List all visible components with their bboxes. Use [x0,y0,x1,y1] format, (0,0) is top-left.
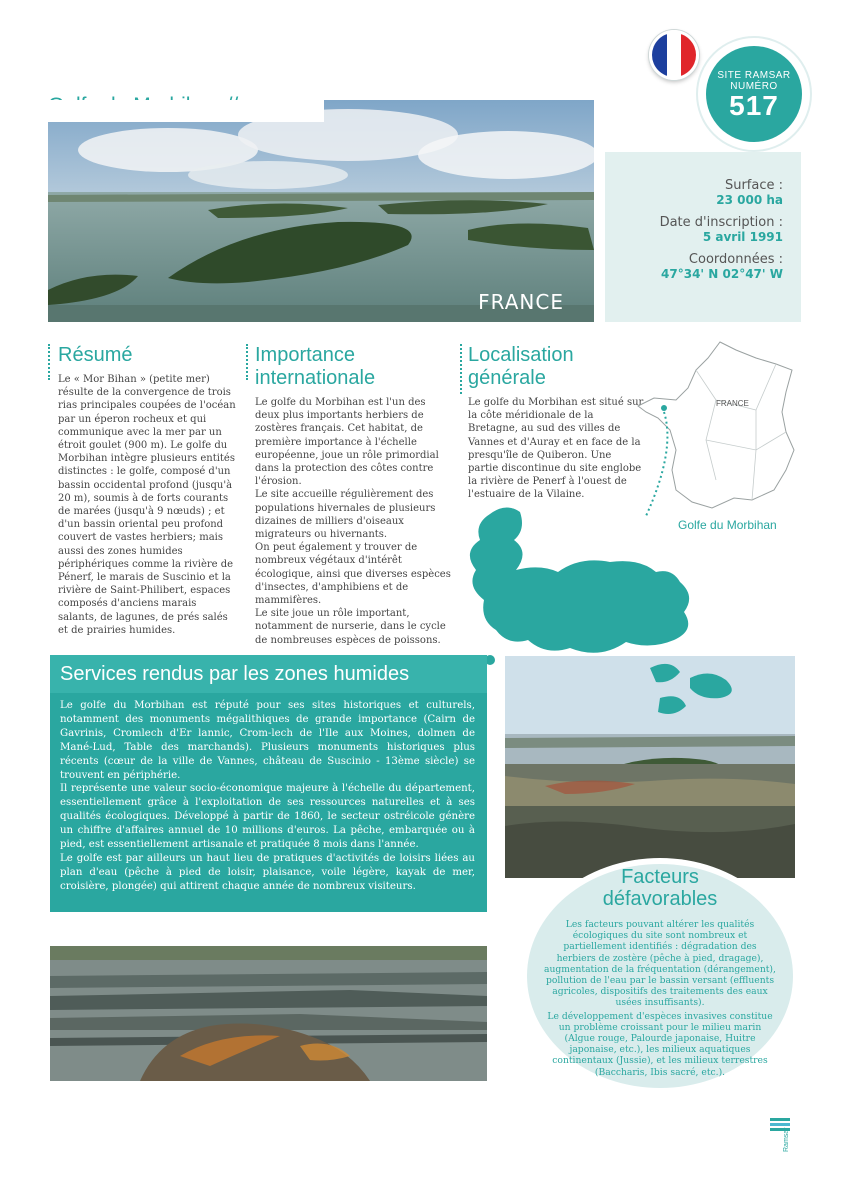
importance-title-2: internationale [255,367,376,389]
services-p1: Le golfe du Morbihan est réputé pour ses sites historiques et culturels, notamment des monuments mégalithiques de grande importance (Cairn de Gavrinis, Cromlech d'Er lannic, Crom-lech de l'Ile aux Moines, dolmen de Mané-Lud, Table des marchands). Plusieurs monuments historiques plus récents (cœur de la ville de Vannes, château de Suscinio - 13ème siècle) se trouvent en périphérie. [60,700,475,781]
ramsar-logo [768,1118,792,1154]
resume-title: Résumé [58,344,133,366]
localisation-text: Le golfe du Morbihan est situé sur la côte méridionale de la Bretagne, au sud des villes de Vannes et d'Auray et en face de la presqu'île de Quiberon. Une partie discontinue du site englobe la rivière de Penerf à l'ouest de l'estuaire de la Vilaine. [468,397,644,501]
oyster-beds-photo [50,926,487,1081]
importance-divider [246,344,248,380]
country-label: FRANCE [478,290,564,314]
gulf-islands-shape [640,658,750,728]
map-country-label: FRANCE [716,399,749,408]
services-p2: Il représente une valeur socio-économique majeure à l'échelle du département, essentiellement grâce à l'exploitation de ses ressources naturelles et à ses qualités écologiques. Développé à partir de 1860, le secteur ostréicole génère un chiffre d'affaires annuel de 10 millions d'euros. La pêche, embarquée ou à pied, est essentiellement artisanale et pratiquée 8 mois dans l'année. [60,783,475,851]
site-label: SITE RAMSAR [717,70,791,81]
resume-divider [48,344,50,380]
services-p3: Le golfe est par ailleurs un haut lieu de pratiques d'activités de loisirs liées au plan d'eau (pêche à pied de loisir, plaisance, voile légère, kayak de mer, croisière, plongée) qui attirent chaque année de nombreux visiteurs. [60,852,475,892]
services-title: Services rendus par les zones humides [60,663,410,685]
localisation-title [468,344,644,390]
site-number: 517 [729,90,779,121]
site-info-panel [605,152,801,322]
importance-title [255,344,453,390]
services-section [50,655,487,912]
resume-section [58,344,238,637]
localisation-title-2: générale [468,367,546,389]
facteurs-title-2: défavorables [602,888,718,910]
facteurs-title-1: Facteurs [621,866,699,888]
localisation-divider [460,344,462,394]
importance-p4: Le site joue un rôle important, notamment de nurserie, dans le cycle de nombreuses espèces de poissons. [255,608,446,646]
importance-title-1: Importance [255,344,356,366]
date-label: Date d'inscription : [659,215,783,230]
importance-p3: On peut également y trouver de nombreux végétaux d'intérêt écologique, ainsi que diverses espèces d'insectes, d'amphibiens et de mammifères. [255,542,451,607]
ramsar-logo-text: Ramsar [783,1127,790,1152]
surface-value: 23 000 ha [716,193,783,207]
date-value: 5 avril 1991 [702,230,783,244]
facteurs-p2: Le développement d'espèces invasives constitue un problème croissant pour le milieu marin (Algue rouge, Palourde japonaise, Huitre japonaise, etc.), les milieux aquatiques continentaux (Jussie), et les milieux terrestres (Baccharis, Ibis sacré, etc.). [547,1010,773,1078]
map-caption: Golfe du Morbihan [678,518,777,532]
localisation-title-1: Localisation [468,344,574,366]
facteurs-p1: Les facteurs pouvant altérer les qualités écologiques du site sont nombreux et partiellement identifiés : dégradation des herbiers de zostère (pêche à pied, dragage), augmentation de la fréquentation (dérangement), pollution de l'eau par le bassin versant (effluents agricoles, dispositifs des traitements des eaux usées insuffisants). [544,919,776,1009]
coords-label: Coordonnées : [688,252,783,267]
number-label: NUMÉRO [730,81,778,92]
localisation-section [468,344,644,502]
importance-p2: Le site accueille régulièrement des populations hivernales de plusieurs dizaines de milliers d'oiseaux migrateurs ou hivernants. [255,489,436,541]
facteurs-text [544,919,776,1078]
ramsar-site-badge [706,46,802,142]
resume-text: Le « Mor Bihan » (petite mer) résulte de la convergence de trois rias principales coupées de l'océan par un éperon rocheux et qui communique avec la mer par un étroit goulet (900 m). Le golfe du Morbihan intègre plusieurs entités distinctes : le golfe, composé d'un bassin occidental profond (jusqu'à 20 m), soumis à de forts courants de marées (jusqu'à 9 nœuds) ; et d'un bassin oriental peu profond couvert de vastes herbiers; mais aussi des zones humides périphériques comme la rivière de Pénerf, le marais de Suscinio et la rivière de Saint-Philibert, espaces composés d'anciens marais salants, de lagunes, de prés salés et de prairies humides. [58,374,236,636]
lagoon-aerial-photo [48,100,594,322]
importance-section [255,344,453,647]
importance-p1: Le golfe du Morbihan est l'un des deux plus importants herbiers de zostères français. Cet habitat, de première importance à l'échelle européenne, joue un rôle primordial dans la protection des côtes contre l'érosion. [255,397,439,488]
france-map [636,340,802,516]
surface-label: Surface : [724,178,783,193]
gulf-outline-shape [460,500,710,670]
coords-value: 47°34' N 02°47' W [661,267,783,281]
facteurs-title [527,866,793,910]
france-flag-icon [649,30,699,80]
